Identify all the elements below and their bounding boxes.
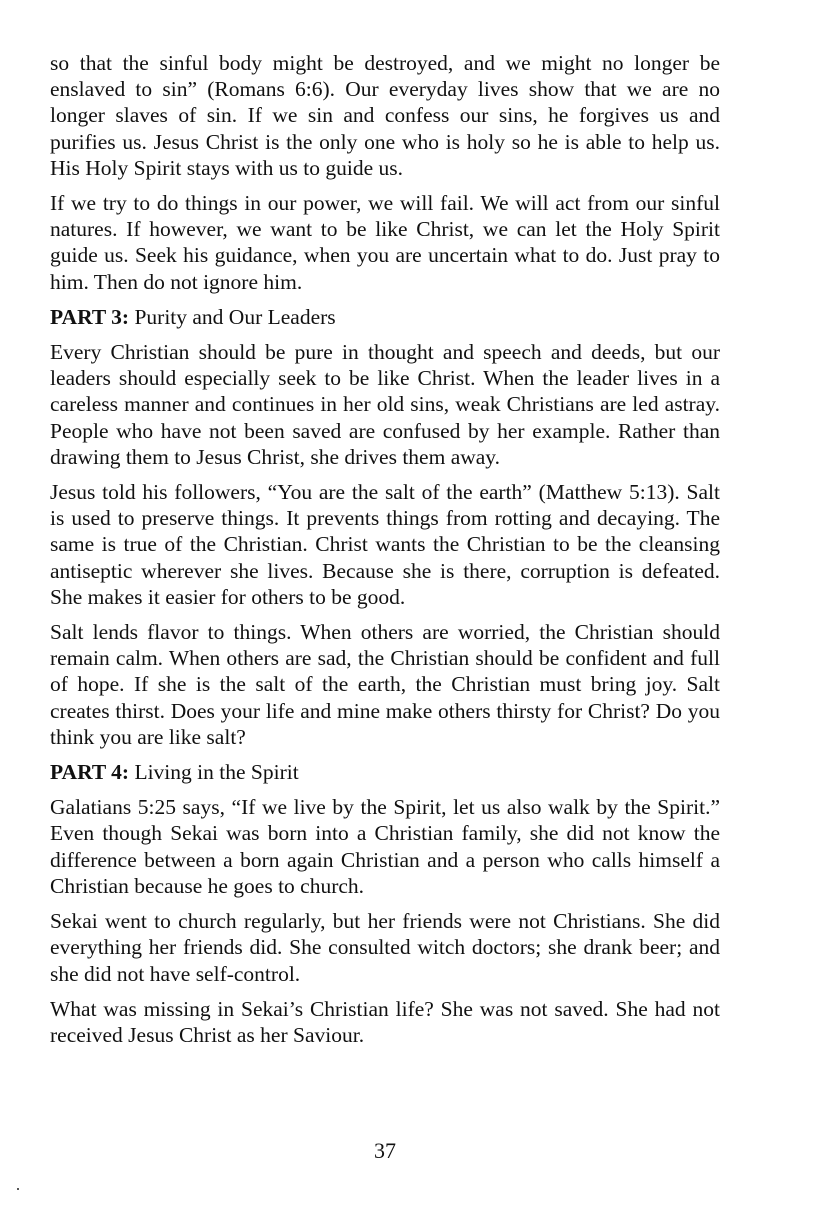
paragraph: so that the sinful body might be destroyed, and we might no longer be enslaved to sin” (Romans 6:6). Our everyday lives show that we are no longer slaves of sin. If we sin and confess our sins, he forgives us and purifies us. Jesus Christ is the only one who is holy so he is able to help us. His Holy Spirit stays with us to guide us.	[50, 51, 720, 180]
paragraph: What was missing in Sekai’s Christian life? She was not saved. She had not received Jesus Christ as her Saviour.	[50, 996, 720, 1047]
paragraph: Galatians 5:25 says, “If we live by the Spirit, let us also walk by the Spirit.” Even though Sekai was born into a Christian family, she did not know the difference between a born again Christian and a person who calls himself a Christian because he goes to church.	[50, 795, 720, 898]
paragraph: If we try to do things in our power, we will fail. We will act from our sinful natures. If however, we want to be like Christ, we can let the Holy Spirit guide us. Seek his guidance, when you are uncertain what to do. Just pray to him. Then do not ignore him.	[50, 191, 720, 294]
heading-title: Purity and Our Leaders	[129, 304, 336, 329]
scan-speck	[17, 1188, 19, 1190]
text-column	[50, 50, 720, 1057]
heading-title: Living in the Spirit	[129, 760, 299, 785]
paragraph: Sekai went to church regularly, but her friends were not Christians. She did everything her friends did. She consulted witch doctors; she drank beer; and she did not have self-control.	[50, 909, 720, 986]
section-heading-part-4	[50, 759, 720, 785]
section-heading-part-3	[50, 304, 720, 330]
paragraph: Salt lends flavor to things. When others are worried, the Christian should remain calm. When others are sad, the Christian should be confident and full of hope. If she is the salt of the earth, the Christian must bring joy. Salt creates thirst. Does your life and mine make others thirsty for Christ? Do you think you are like salt?	[50, 620, 720, 749]
heading-label: PART 3:	[50, 304, 130, 329]
paragraph: Every Christian should be pure in thought and speech and deeds, but our leaders should especially seek to be like Christ. When the leader lives in a careless manner and continues in her old sins, weak Christians are led astray. People who have not been saved are confused by her example. Rather than drawing them to Jesus Christ, she drives them away.	[50, 340, 720, 469]
paragraph: Jesus told his followers, “You are the salt of the earth” (Matthew 5:13). Salt is used to preserve things. It prevents things from rotting and decaying. The same is true of the Christian. Christ wants the Christian to be the cleansing antiseptic wherever she lives. Because she is there, corruption is defeated. She makes it easier for others to be good.	[50, 480, 720, 609]
heading-label: PART 4:	[50, 760, 130, 785]
page-number: 37	[374, 1138, 396, 1163]
